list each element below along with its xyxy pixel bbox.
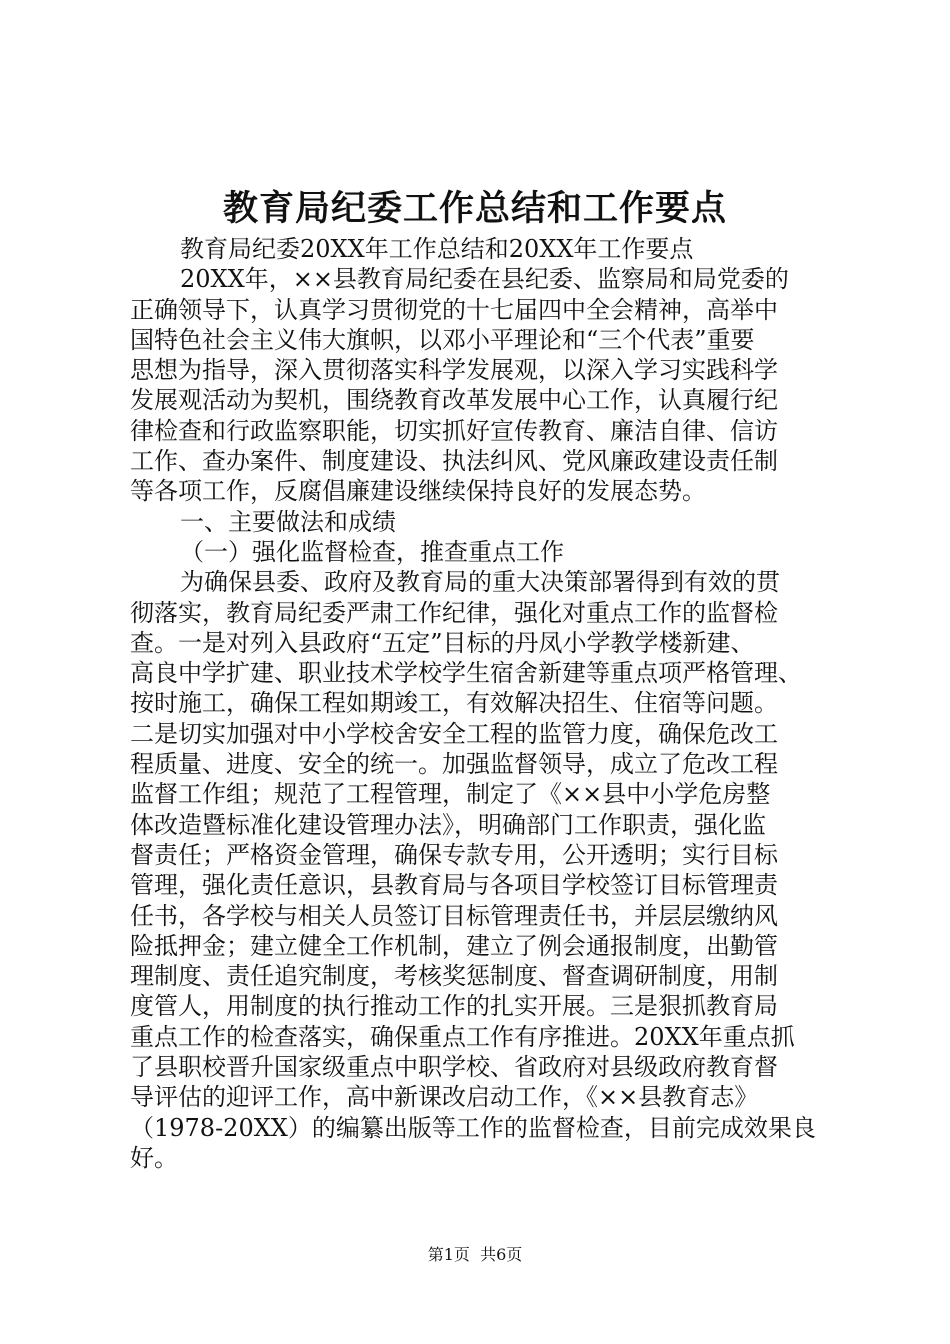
paragraph-line: 正确领导下，认真学习贯彻党的十七届四中全会精神，高举中 <box>130 295 778 324</box>
paragraph-line: 督责任；严格资金管理，确保专款专用，公开透明；实行目标 <box>130 840 778 869</box>
paragraph-line: 导评估的迎评工作，高中新课改启动工作，《××县教育志》 <box>130 1083 759 1112</box>
paragraph-line: 程质量、进度、安全的统一。加强监督领导，成立了危改工程 <box>130 750 778 779</box>
paragraph-line: 思想为指导，深入贯彻落实科学发展观，以深入学习实践科学 <box>130 356 778 385</box>
footer-spacer <box>470 1245 480 1264</box>
paragraph-line: 理制度、责任追究制度，考核奖惩制度、督查调研制度，用制 <box>130 962 778 991</box>
paragraph-line: 度管人，用制度的执行推动工作的扎实开展。三是狠抓教育局 <box>130 992 778 1021</box>
paragraph-line: 20XX年，××县教育局纪委在县纪委、监察局和局党委的 <box>180 265 789 294</box>
paragraph-line: 了县职校晋升国家级重点中职学校、省政府对县级政府教育督 <box>130 1053 778 1082</box>
paragraph-line: 工作、查办案件、制度建设、执法纠风、党风廉政建设责任制 <box>130 447 778 476</box>
paragraph-line: 高良中学扩建、职业技术学校学生宿舍新建等重点项严格管理、 <box>130 659 802 688</box>
subsection-heading: （一）强化监督检查，推查重点工作 <box>180 537 564 566</box>
paragraph-line: 律检查和行政监察职能，切实抓好宣传教育、廉洁自律、信访 <box>130 416 778 445</box>
document-body <box>130 234 846 1173</box>
paragraph-line: 监督工作组；规范了工程管理，制定了《××县中小学危房整 <box>130 780 771 809</box>
paragraph-line: 管理，强化责任意识，县教育局与各项目学校签订目标管理责 <box>130 871 778 900</box>
paragraph-line: 重点工作的检查落实，确保重点工作有序推进。20XX年重点抓 <box>130 1022 795 1051</box>
paragraph-line: 查。一是对列入县政府“五定”目标的丹凤小学教学楼新建、 <box>130 628 755 657</box>
section-heading: 一、主要做法和成绩 <box>180 507 396 536</box>
paragraph-line: 险抵押金；建立健全工作机制，建立了例会通报制度，出勤管 <box>130 931 778 960</box>
paragraph-line: 发展观活动为契机，围绕教育改革发展中心工作，认真履行纪 <box>130 386 778 415</box>
paragraph-line: 等各项工作，反腐倡廉建设继续保持良好的发展态势。 <box>130 477 706 506</box>
page-footer <box>0 1244 950 1266</box>
paragraph-line: 体改造暨标准化建设管理办法》，明确部门工作职责，强化监 <box>130 810 766 839</box>
document-title: 教育局纪委工作总结和工作要点 <box>222 188 727 229</box>
page-total: 共6页 <box>480 1245 523 1264</box>
paragraph-line: 国特色社会主义伟大旗帜，以邓小平理论和“三个代表”重要 <box>130 325 755 354</box>
paragraph-line: 为确保县委、政府及教育局的重大决策部署得到有效的贯 <box>180 568 780 597</box>
page-number: 第1页 <box>427 1245 470 1264</box>
paragraph-line: 彻落实，教育局纪委严肃工作纪律，强化对重点工作的监督检 <box>130 598 778 627</box>
paragraph-line: 二是切实加强对中小学校舍安全工程的监管力度，确保危改工 <box>130 719 778 748</box>
paragraph-line: （1978-20XX）的编纂出版等工作的监督检查，目前完成效果良 <box>130 1113 816 1142</box>
paragraph-line: 按时施工，确保工程如期竣工，有效解决招生、住宿等问题。 <box>130 689 778 718</box>
paragraph-line: 好。 <box>130 1143 178 1172</box>
subtitle-line: 教育局纪委20XX年工作总结和20XX年工作要点 <box>180 235 694 263</box>
paragraph-line: 任书，各学校与相关人员签订目标管理责任书，并层层缴纳风 <box>130 901 778 930</box>
